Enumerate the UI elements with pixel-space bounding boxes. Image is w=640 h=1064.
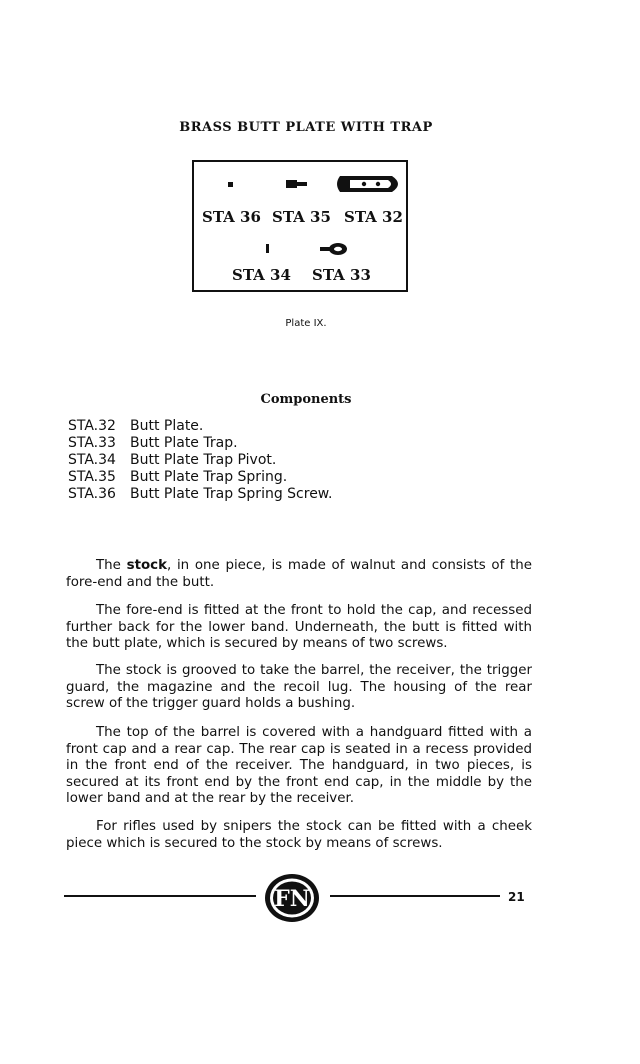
paragraph-text: The <box>96 558 127 573</box>
paragraph-text: , in one piece, is made of walnut and consists of the fore-end and the butt. <box>66 558 532 590</box>
butt-plate-icon <box>337 176 398 192</box>
list-item <box>68 469 332 486</box>
label-sta-34: STA 34 <box>232 266 291 284</box>
butt-plate-trap-icon <box>320 243 347 255</box>
svg-text:FN: FN <box>274 886 310 912</box>
component-name: Butt Plate Trap Pivot. <box>130 452 277 468</box>
label-sta-33: STA 33 <box>312 266 371 284</box>
paragraph-handguard: The top of the barrel is covered with a handguard fitted with a front cap and a rear cap. The rear cap is seated in a recess provided in the front end of the receiver. The handguard, in two pieces, is secured at its front end by the front end cap, in the middle by the lower band and at the rear by the receiver. <box>66 725 532 806</box>
component-code: STA.33 <box>68 435 116 451</box>
component-code: STA.35 <box>68 469 116 485</box>
parts-plate <box>192 160 408 292</box>
component-name: Butt Plate Trap Spring. <box>130 469 288 485</box>
trap-spring-icon <box>286 180 307 188</box>
paragraph-snipers: For rifles used by snipers the stock can be fitted with a cheek piece which is secured to the stock by means of screws. <box>66 819 532 851</box>
fn-logo-icon <box>263 872 321 924</box>
footer-rule-left <box>64 895 256 897</box>
component-name: Butt Plate Trap. <box>130 435 238 451</box>
label-sta-32: STA 32 <box>344 208 403 226</box>
footer-rule-right <box>330 895 500 897</box>
label-sta-36: STA 36 <box>202 208 261 226</box>
label-sta-35: STA 35 <box>272 208 331 226</box>
components-list <box>68 418 332 503</box>
list-item <box>68 435 332 452</box>
component-code: STA.36 <box>68 486 116 502</box>
component-name: Butt Plate Trap Spring Screw. <box>130 486 333 502</box>
trap-pivot-icon <box>266 244 269 253</box>
paragraph-stock <box>66 558 532 591</box>
components-heading: Components <box>260 392 352 407</box>
page-number: 21 <box>508 890 525 904</box>
paragraph-fore-end: The fore-end is fitted at the front to hold the cap, and recessed further back for the lower band. Underneath, the butt is fitted with the butt plate, which is secured by means of two screws. <box>66 603 532 651</box>
spring-screw-icon <box>228 182 233 187</box>
component-name: Butt Plate. <box>130 418 204 434</box>
list-item <box>68 486 332 503</box>
component-code: STA.34 <box>68 452 116 468</box>
list-item <box>68 452 332 469</box>
plate-caption: Plate IX. <box>285 318 327 329</box>
stock-term: stock <box>126 558 168 573</box>
plate-title: BRASS BUTT PLATE WITH TRAP <box>179 120 433 135</box>
component-code: STA.32 <box>68 418 116 434</box>
paragraph-grooves: The stock is grooved to take the barrel, the receiver, the trigger guard, the magazine and the recoil lug. The housing of the rear screw of the trigger guard holds a bushing. <box>66 663 532 711</box>
list-item <box>68 418 332 435</box>
parts-illustration <box>194 162 406 290</box>
